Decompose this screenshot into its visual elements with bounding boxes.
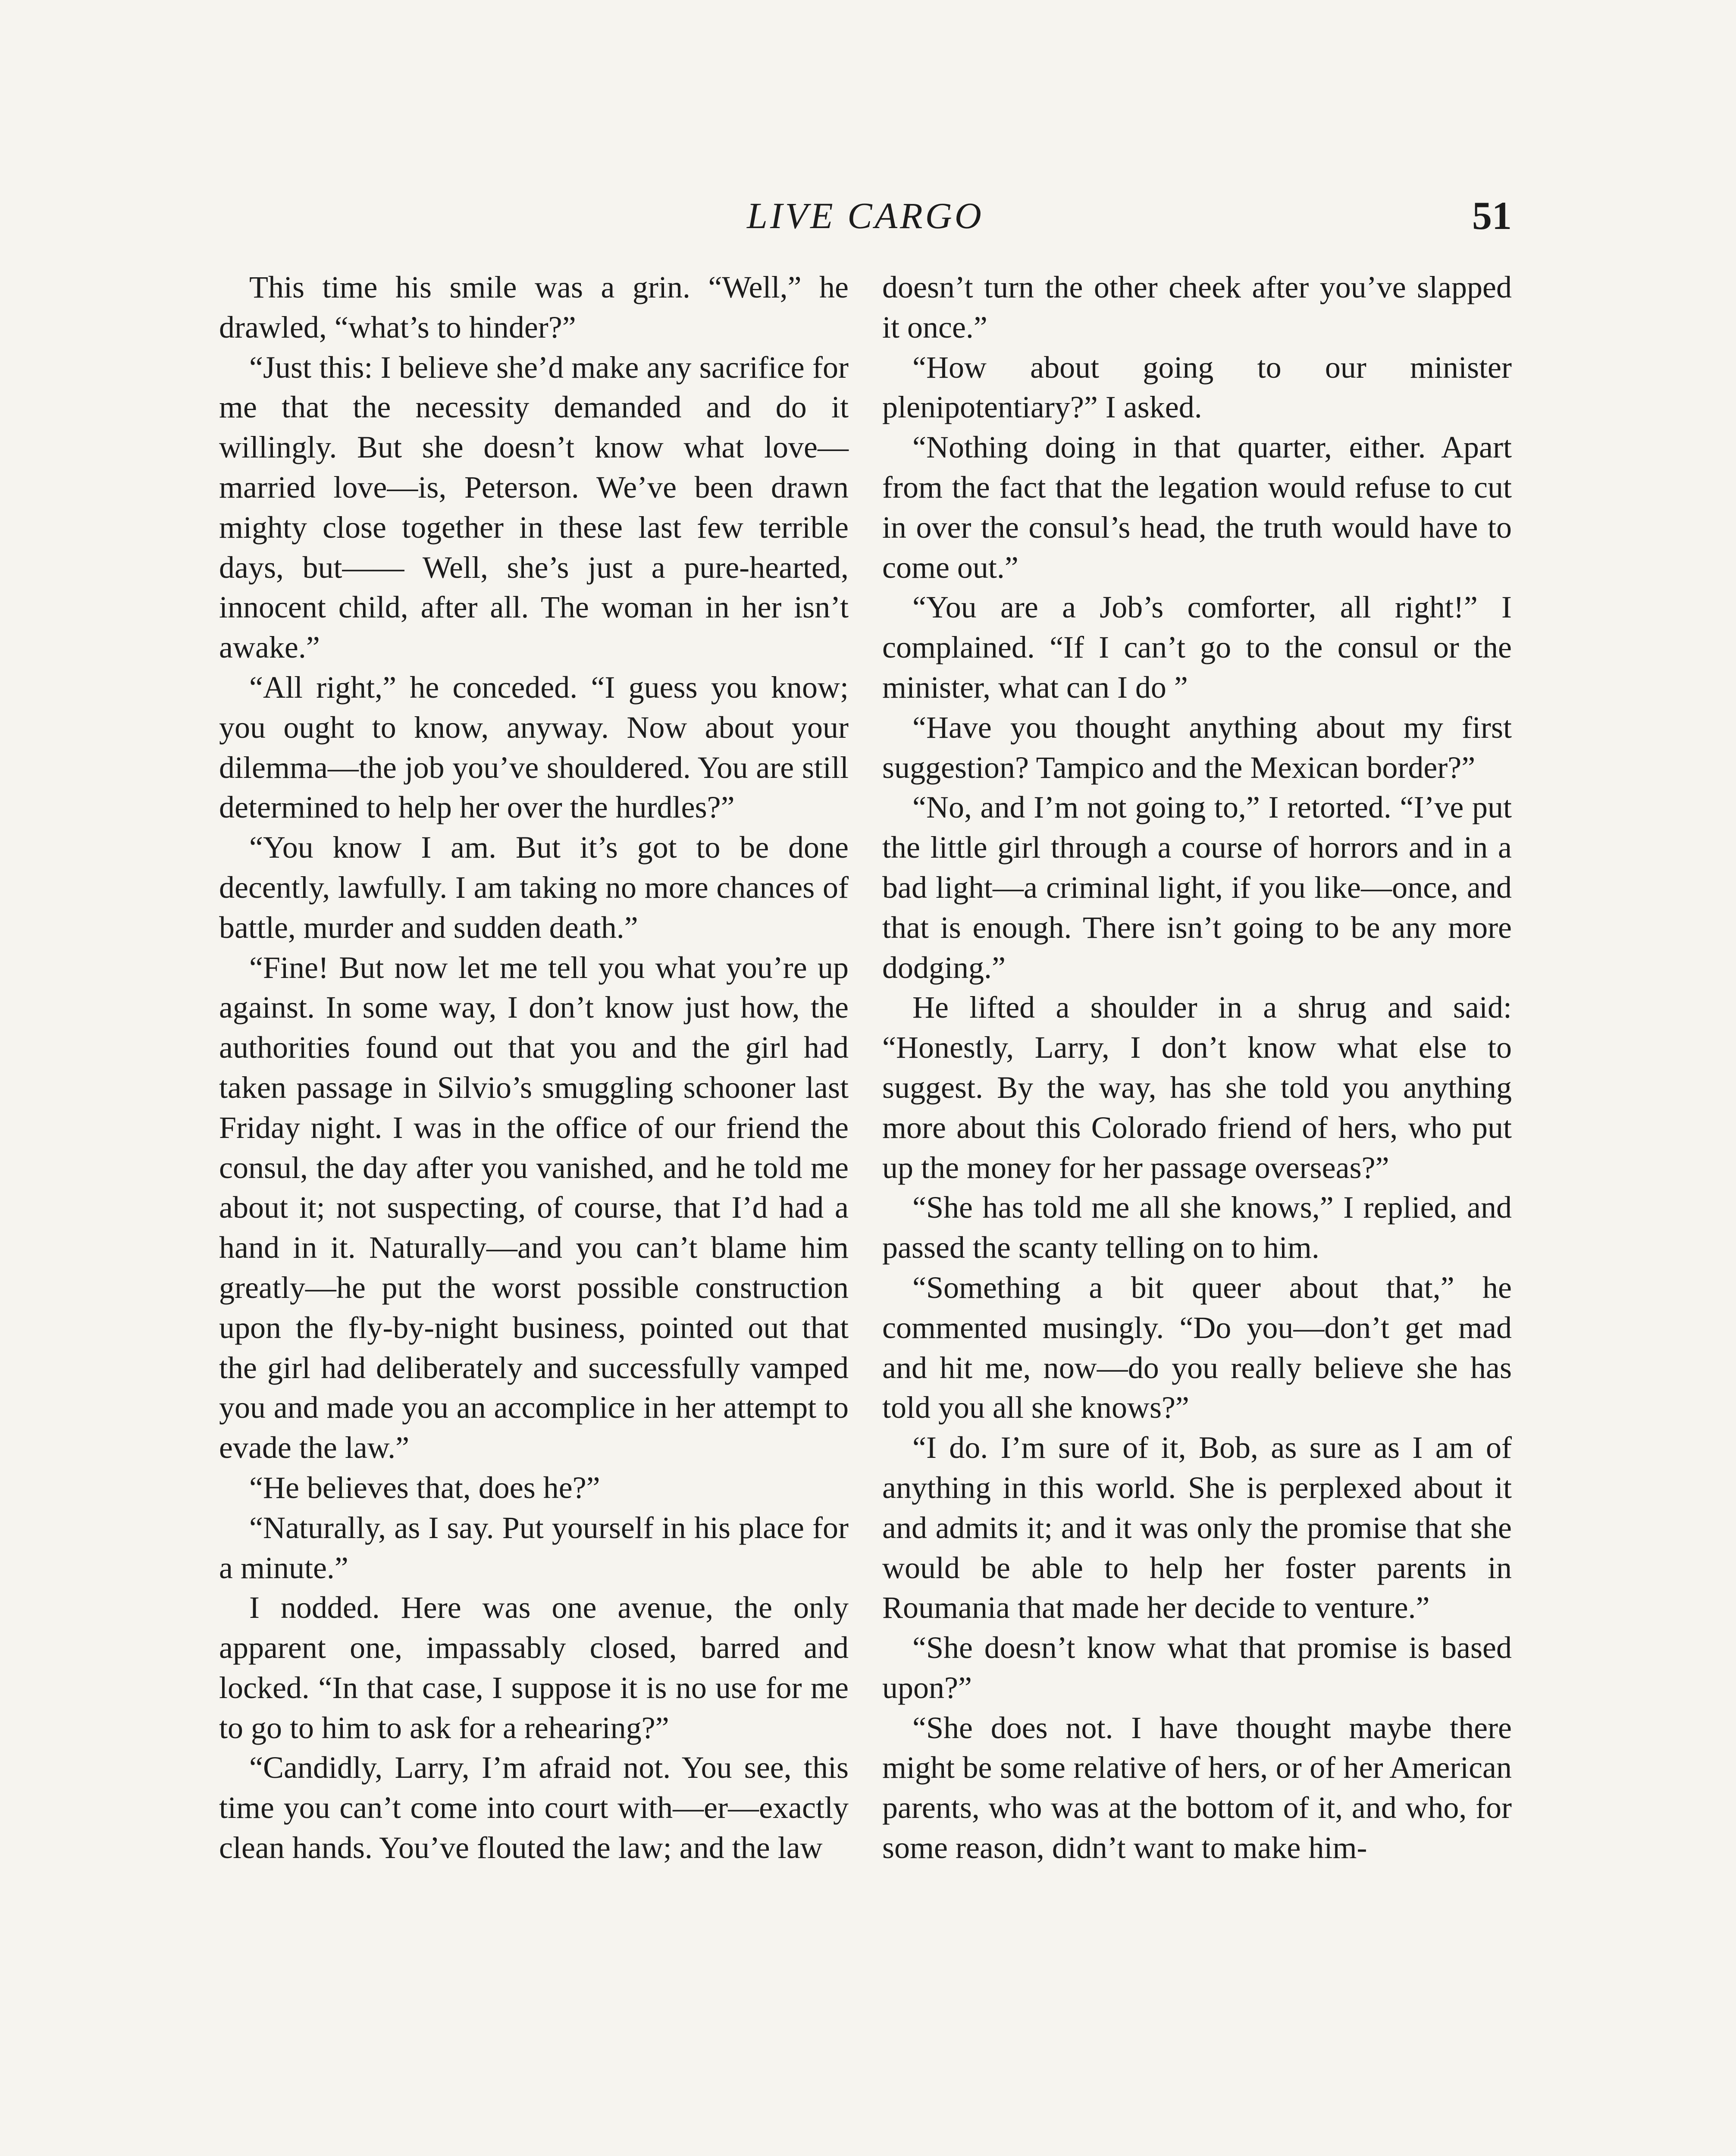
paragraph: “All right,” he conceded. “I guess you know; you ought to know, anyway. Now about your dilemma—the job you’ve shouldered. You are still determined to help her over the hurdles?” [219,670,849,825]
paragraph: “Candidly, Larry, I’m afraid not. You see, this time you can’t come into court with—er—exactly clean hands. You’ve flouted the law; and the law [219,1750,849,1865]
paragraph: “She has told me all she knows,” I replied, and passed the scanty telling on to him. [882,1190,1512,1265]
paragraph: “Fine! But now let me tell you what you’re up against. In some way, I don’t know just how, the authorities found out that you and the girl had taken passage in Silvio’s smuggling schooner last Friday night. I was in the office of our friend the consul, the day after you vanished, and he told me about it; not suspecting, of course, that I’d had a hand in it. Naturally—and you can’t blame him greatly—he put the worst possible construction upon the fly-by-night business, pointed out that the girl had deliberately and successfully vamped you and made you an accomplice in her attempt to evade the law.” [219,950,849,1465]
running-title: LIVE CARGO [747,195,984,236]
page-header [219,185,1512,246]
paragraph: “Nothing doing in that quarter, either. Apart from the fact that the legation would refuse to cut in over the consul’s head, the truth would have to come out.” [882,430,1512,585]
paragraph: “I do. I’m sure of it, Bob, as sure as I am of anything in this world. She is perplexed about it and admits it; and it was only the promise that she would be able to help her foster parents in Roumania that made her decide to venture.” [882,1430,1512,1625]
paragraph: “Naturally, as I say. Put yourself in his place for a minute.” [219,1510,849,1585]
paragraph: “How about going to our minister plenipotentiary?” I asked. [882,350,1512,425]
text-columns [219,267,1512,2156]
paragraph: “She doesn’t know what that promise is based upon?” [882,1630,1512,1705]
paragraph: “Just this: I believe she’d make any sacrifice for me that the necessity demanded and do it willingly. But she doesn’t know what love—married love—is, Peterson. We’ve been drawn mighty close together in these last few terrible days, but—— Well, she’s just a pure-hearted, innocent child, after all. The woman in her isn’t awake.” [219,350,849,665]
page-number: 51 [1472,194,1512,238]
paragraph: “Have you thought anything about my first suggestion? Tampico and the Mexican border?” [882,710,1512,785]
paragraph: doesn’t turn the other cheek after you’ve slapped it once.” [882,270,1512,345]
paragraph: “He believes that, does he?” [249,1470,600,1505]
paragraph: “You know I am. But it’s got to be done decently, lawfully. I am taking no more chances of battle, murder and sudden death.” [219,830,849,945]
paragraph: “She does not. I have thought maybe there might be some relative of hers, or of her American parents, who was at the bottom of it, and who, for some reason, didn’t want to make him- [882,1710,1512,1865]
paragraph: “No, and I’m not going to,” I retorted. “I’ve put the little girl through a course of horrors and in a bad light—a criminal light, if you like—once, and that is enough. There isn’t going to be any more dodging.” [882,790,1512,985]
left-column [219,267,849,2156]
paragraph: “You are a Job’s comforter, all right!” I complained. “If I can’t go to the consul or the minister, what can I do ” [882,590,1512,705]
paragraph: “Something a bit queer about that,” he commented musingly. “Do you—don’t get mad and hit me, now—do you really believe she has told you all she knows?” [882,1270,1512,1425]
paragraph: He lifted a shoulder in a shrug and said: “Honestly, Larry, I don’t know what else to suggest. By the way, has she told you anything more about this Colorado friend of hers, who put up the money for her passage overseas?” [882,990,1512,1185]
paragraph: This time his smile was a grin. “Well,” he drawled, “what’s to hinder?” [219,270,849,345]
paragraph: I nodded. Here was one avenue, the only apparent one, impassably closed, barred and locked. “In that case, I suppose it is no use for me to go to him to ask for a rehearing?” [219,1590,849,1745]
right-column [882,267,1512,2156]
